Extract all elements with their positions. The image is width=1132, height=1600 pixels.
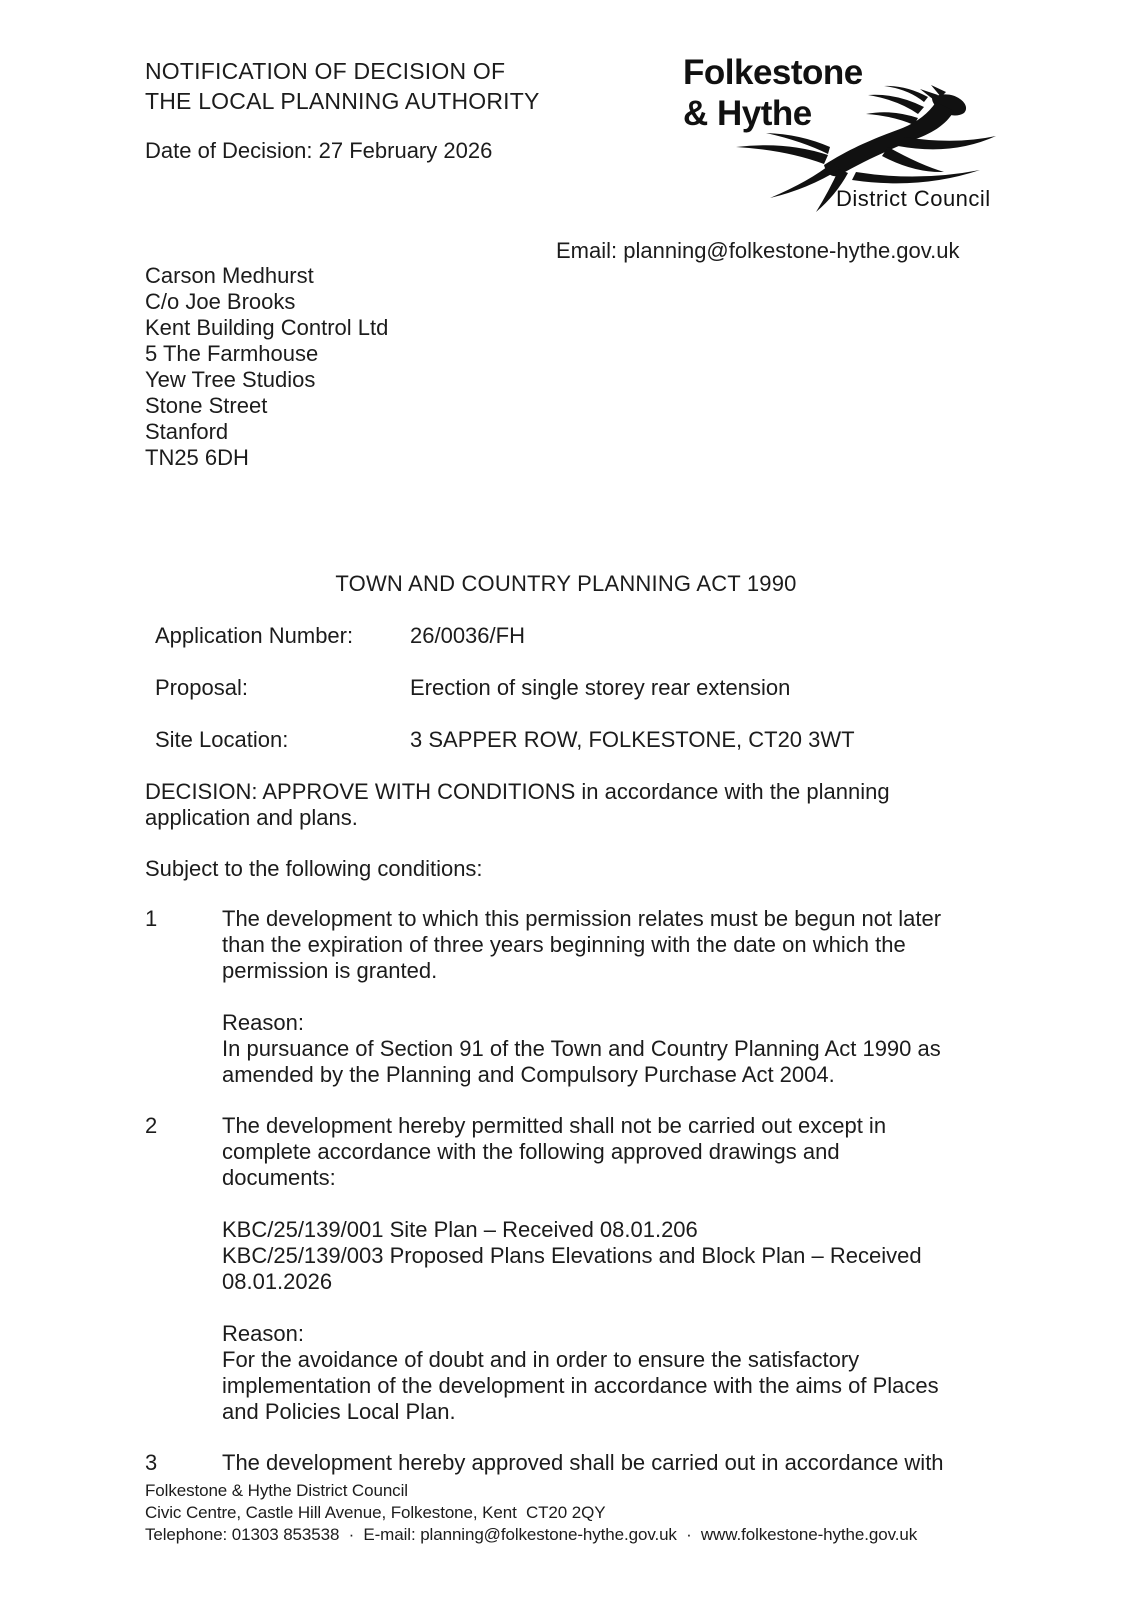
- condition-item-1: [145, 906, 982, 1088]
- reason-label: Reason:: [222, 1010, 304, 1035]
- act-heading: TOWN AND COUNTRY PLANNING ACT 1990: [335, 571, 797, 596]
- condition-text: The development hereby approved shall be carried out in accordance with: [222, 1450, 944, 1475]
- condition-number: 3: [145, 1450, 158, 1475]
- site-location-value: 3 SAPPER ROW, FOLKESTONE, CT20 3WT: [410, 727, 855, 752]
- council-logo-name-line2: & Hythe: [683, 94, 812, 133]
- application-number-row: [155, 623, 855, 649]
- application-number-label: Application Number:: [155, 623, 354, 648]
- recipient-address: Carson Medhurst C/o Joe Brooks Kent Building Control Ltd 5 The Farmhouse Yew Tree Studios Stone Street Stanford TN25 6DH: [145, 263, 389, 470]
- condition-number: 1: [145, 906, 158, 931]
- reason-text: In pursuance of Section 91 of the Town and Country Planning Act 1990 as amended by the Planning and Compulsory Purchase Act 2004.: [222, 1036, 941, 1087]
- proposal-row: [155, 675, 855, 701]
- council-logo: [680, 52, 1010, 222]
- proposal-value: Erection of single storey rear extension: [410, 675, 791, 700]
- application-details: [155, 623, 855, 779]
- condition-text: The development to which this permission relates must be begun not later than the expiration of three years beginning with the date on which the permission is granted.: [222, 906, 942, 983]
- proposal-label: Proposal:: [155, 675, 248, 700]
- site-location-label: Site Location:: [155, 727, 289, 752]
- date-of-decision: Date of Decision: 27 February 2026: [145, 138, 493, 163]
- reason-text: For the avoidance of doubt and in order to ensure the satisfactory implementation of the development in accordance with the aims of Places and Policies Local Plan.: [222, 1347, 939, 1424]
- site-location-row: [155, 727, 855, 753]
- conditions-intro: Subject to the following conditions:: [145, 856, 483, 881]
- council-logo-subtitle: District Council: [836, 186, 991, 211]
- email-line: Email: planning@folkestone-hythe.gov.uk: [556, 238, 960, 263]
- decision-statement: DECISION: APPROVE WITH CONDITIONS in accordance with the planning application and plans.: [145, 779, 890, 830]
- condition-item-2: [145, 1113, 982, 1425]
- page-footer: Folkestone & Hythe District Council Civic Centre, Castle Hill Avenue, Folkestone, Kent CT20 2QY Telephone: 01303 853538 · E-mail: planning@folkestone-hythe.gov.uk · www.folkestone-hythe.gov.uk: [145, 1481, 918, 1544]
- condition-text: The development hereby permitted shall not be carried out except in complete accordance with the following approved drawings and documents:: [222, 1113, 887, 1190]
- condition-item-3: [145, 1450, 982, 1476]
- approved-documents: KBC/25/139/001 Site Plan – Received 08.01.206 KBC/25/139/003 Proposed Plans Elevations and Block Plan – Received 08.01.2026: [222, 1217, 922, 1294]
- condition-number: 2: [145, 1113, 158, 1138]
- doc-title: NOTIFICATION OF DECISION OF THE LOCAL PLANNING AUTHORITY: [145, 58, 540, 114]
- application-number-value: 26/0036/FH: [410, 623, 525, 648]
- council-logo-name-line1: Folkestone: [683, 53, 863, 92]
- reason-label: Reason:: [222, 1321, 304, 1346]
